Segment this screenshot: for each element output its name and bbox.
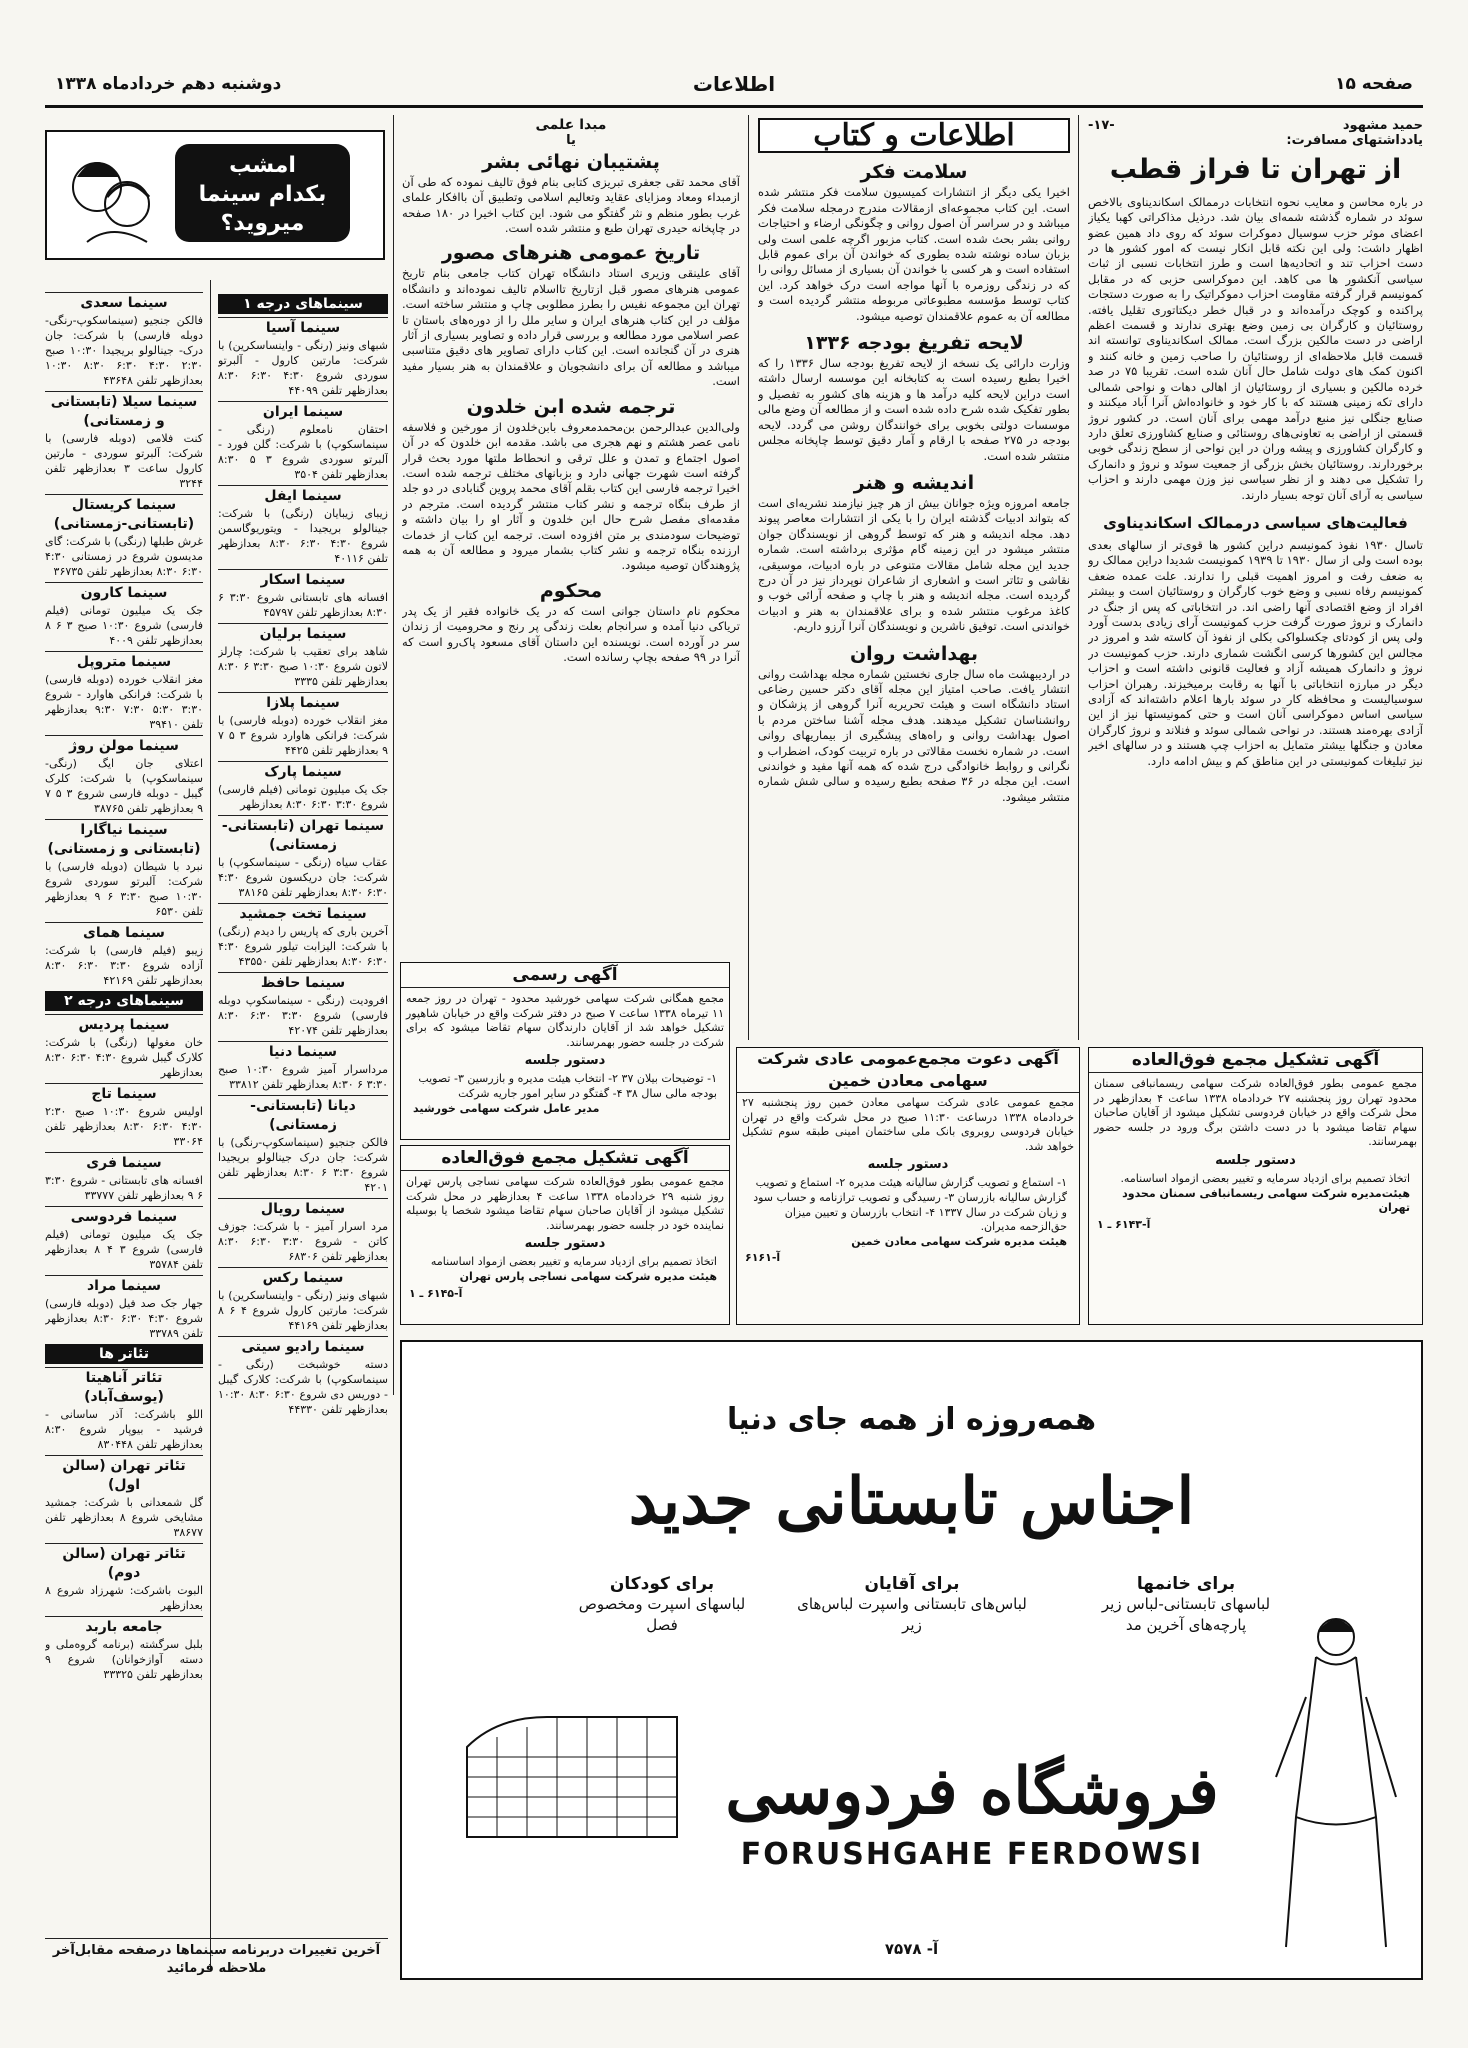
- agenda-text: ۱- استماع و تصویب گزارش سالیانه هیئت مدیره ۲- استماع و تصویب گزارش سالیانه بازرسان ۳- رسیدگی و تصویب ترازنامه و حساب سود و زیان شرکت در سال ۱۳۳۷ ۴- انتخاب بازرسان و تعیین میزان حق‌الزحمه مدیران.: [753, 1176, 1067, 1234]
- column-divider: [393, 115, 394, 1395]
- cinema-entry: [45, 819, 203, 919]
- cinema-details: افسانه های تابستانی - شروع ۳:۳۰ ۶ ۹ بعدازظهر تلفن ۳۳۷۷۷: [45, 1174, 203, 1202]
- cinema-entry: [45, 1344, 203, 1364]
- cinema-entry: [45, 1616, 203, 1682]
- sci-heading-3: ترجمه شده ابن خلدون: [466, 395, 676, 418]
- cinema-name: سینما فری: [45, 1152, 203, 1173]
- cinema-name: تئاتر تهران (سالن اول): [45, 1455, 203, 1495]
- series-name: یادداشتهای مسافرت:: [1286, 133, 1423, 149]
- cinema-details: آخرین باری که پاریس را دیدم (رنگی) با شرکت: الیزابت تیلور شروع ۴:۳۰ ۶:۳۰ ۸:۳۰ بعدازظهر تلفن ۴۳۵۵۰: [218, 925, 388, 968]
- part-number: -۱۷-: [1088, 118, 1115, 133]
- cinema-details: گل شمعدانی با شرکت: جمشید مشایخی شروع ۸ بعدازظهر تلفن ۳۸۶۷۷: [45, 1496, 203, 1539]
- kicker: مبدا علمی: [535, 118, 607, 133]
- cinema-entry: [218, 485, 388, 566]
- kids-text: لباسهای اسپرت ومخصوص فصل: [578, 1595, 746, 1634]
- cinema-name: سینما سیلا (تابستانی و زمستانی): [45, 391, 203, 431]
- kids-column: [572, 1574, 752, 1636]
- cinema-name: سینما تاج: [45, 1083, 203, 1104]
- cinema-details: نبرد با شیطان (دوبله فارسی) با شرکت: آلبرتو سوردی شروع ۱۰:۳۰ صبح ۳:۳۰ ۶ ۹ بعدازظهر تلفن ۶۵۳۰: [45, 860, 203, 918]
- newspaper-name: اطلاعات: [692, 72, 776, 96]
- cinema-details: زیبای زیبایان (رنگی) با شرکت: جینالولو بریجیدا - ویتوریوگاسمن شروع ۴:۳۰ ۶:۳۰ ۸:۳۰ بعدازظهر تلفن ۴۰۱۱۶: [218, 507, 388, 565]
- cinema-entry: [218, 1041, 388, 1092]
- store-brand-en: FORUSHGAHE FERDOWSI: [740, 1837, 1204, 1872]
- book-heading-4: بهداشت روان: [849, 642, 979, 665]
- cinema-entry: [218, 623, 388, 689]
- cinema-details: افسانه های تابستانی شروع ۳:۳۰ ۶ ۸:۳۰ بعدازظهر تلفن ۴۵۷۹۷: [218, 591, 388, 619]
- ad-body: مجمع عمومی بطور فوق‌العاده شرکت سهامی ریسمانبافی سمنان محدود تهران روز پنجشنبه ۲۷ خردادماه ۱۳۳۸ ساعت ۴ بعدازظهر در محل شرکت واقع در خیابان فردوسی تشکیل میشود از آقایان صاحبان سهام تقاضا میشود با در دست داشتن برگ ورود در جلسه حضور بهمرسانند.: [1094, 1077, 1417, 1149]
- cinema-name: سینما ایران: [218, 401, 388, 422]
- cinema-note: آخرین تغییرات دربرنامه سینماها درصفحه مقابل‌آخر ملاحظه فرمائید: [45, 1938, 388, 1978]
- cinema-name: سینما پلازا: [218, 692, 388, 713]
- cinema-entry: [45, 1543, 203, 1613]
- men-column: [792, 1574, 1032, 1636]
- ad-title: آگهی تشکیل مجمع فوق‌العاده: [1089, 1048, 1422, 1073]
- teaser-line: میروید؟: [220, 211, 305, 236]
- ad-body: مجمع همگانی شرکت سهامی خورشید محدود - تهران در روز جمعه ۱۱ تیرماه ۱۳۳۸ ساعت ۷ صبح در دفتر شرکت واقع در خیابان شاهپور تشکیل خواهد شد از آقایان دارندگان سهام تقاضا میشود که برای شرکت در جلسه حضور بهمرسانند.: [406, 992, 724, 1049]
- cinema-details: فالکن جنجیو (سینماسکوپ-رنگی-دوبله فارسی) با شرکت: جان درک- جینالولو بریجیدا ۱۰:۳۰ صبح ۲:۳۰ ۴:۳۰ ۶:۳۰ ۸:۳۰ ۱۰:۳۰ بعدازظهر تلفن ۴۳۶۴۸: [45, 314, 203, 387]
- cinema-details: مغز انقلاب خورده (دوبله فارسی) با شرکت: فرانکی هاوارد شروع ۳ ۵ ۷ ۹ بعدازظهر تلفن ۴۴۲۵: [218, 714, 388, 757]
- cinema-details: مرداسرار آمیز شروع ۱۰:۳۰ صبح ۳:۳۰ ۶ ۸:۳۰ بعدازظهر تلفن ۳۳۸۱۲: [218, 1063, 388, 1091]
- cinema-details: دسته خوشبخت (رنگی - سینماسکوپ) با شرکت: کلارک گیبل - دوریس دی شروع ۶:۳۰ ۸:۳۰ ۱۰:۳۰ بعدازظهر تلفن ۴۴۳۳۰: [218, 1358, 388, 1416]
- cinema-name: سینماهای درجه ۲: [45, 991, 203, 1011]
- cinema-name: سینما تخت جمشید: [218, 903, 388, 924]
- cinema-entry: [45, 391, 203, 491]
- cinema-details: مغز انقلاب خورده (دوبله فارسی) با شرکت: فرانکی هاوارد - شروع ۳:۳۰ ۵:۳۰ ۷:۳۰ ۹:۳۰ بعدازظهر تلفن ۳۹۴۱۰: [45, 673, 203, 731]
- cinema-entry: [218, 569, 388, 620]
- cinema-entry: [45, 922, 203, 988]
- book-heading-3: اندیشه و هنر: [853, 471, 975, 494]
- book-body-1: اخیرا یکی دیگر از انتشارات کمیسیون سلامت فکر منتشر شده است. این کتاب مجموعه‌ای ازمقالات مندرج درمجله سلامت فکر میباشد و در سراسر آن اصول روانی و چگونگی ارضاء و احتیاجات روانی بشر بحث شده است. کتاب مزبور اگرچه علمی است ولی بزبان ساده نوشته شده بطوری که خواندن آن برای عموم قابل استفاده است و هر کسی با خواندن آن بسیاری از مسائل روانی را که در زندگی روزمره با آنها مواجه است درک خواهد کرد. این کتاب توسط مؤسسه مطبوعاتی مربوطه منتشر گردیده است و مطالعه آن به عموم علاقمندان توصیه میشود.: [758, 185, 1070, 323]
- cinema-name: سینما پردیس: [45, 1014, 203, 1035]
- cinema-details: غرش طبلها (رنگی) با شرکت: گای مدیسون شروع در زمستانی ۴:۳۰ ۶:۳۰ ۸:۳۰ بعدازظهر تلفن ۳۶۷۳۵: [45, 535, 203, 578]
- kicker-2: یا: [566, 133, 576, 149]
- store-brand-fa: فروشگاه فردوسی: [725, 1754, 1219, 1829]
- cinema-name: سینما سعدی: [45, 292, 203, 313]
- page-header: [45, 70, 1423, 108]
- column-divider: [210, 280, 211, 1970]
- cinema-details: احتقان نامعلوم (رنگی - سینماسکوپ) با شرکت: گلن فورد - آلبرتو سوردی شروع ۳ ۵ ۸:۳۰ بعدازظهر تلفن ۳۵۰۴: [218, 423, 388, 481]
- cinema-name: سینما دنیا: [218, 1041, 388, 1062]
- sci-body-4: محکوم نام داستان جوانی است که در یک خانواده فقیر از یک پدر تریاکی دنیا آمده و سرانجام بعلت زندگی پر رنج و محرومیت از زندان سر در آورده است. نویسنده این داستان آقای مسعود پاک‌رو است که آنرا در ۹۹ صفحه بچاپ رسانده است.: [402, 603, 740, 664]
- cinema-entry: [45, 494, 203, 579]
- cinema-entry: [218, 1198, 388, 1264]
- book-body-4: در اردیبهشت ماه سال جاری نخستین شماره مجله بهداشت روانی انتشار یافت. صاحب امتیاز این مجله آقای دکتر حسین رضاعی استاد دانشگاه است و هیئت تحریریه آنرا گروهی از پزشکان و روانشناسان تشکیل میدهند. هدف مجله آشنا ساختن مردم با اصول بهداشت روانی و راه‌های پیشگیری از بیماریهای روانی است. در شماره نخست مقالاتی در باره تربیت کودک، اضطراب و نگرانی و روابط خانوادگی درج شده که همه آنها مفید و خواندنی است. این مجله در ۳۶ صفحه بطبع رسیده و سالی شش شماره منتشر میشود.: [758, 666, 1070, 804]
- ad-signature: هیئت‌مدیره شرکت سهامی ریسمانبافی سمنان محدود تهران: [1122, 1186, 1410, 1215]
- cinema-details: شبهای ونیز (رنگی - واینساسکرین) با شرکت: مارتین کارول - آلبرتو سوردی شروع ۴:۳۰ ۶:۳۰ ۸:۳۰ بعدازظهر تلفن ۴۴۰۹۹: [218, 339, 388, 397]
- teaser-bubble: [175, 144, 350, 242]
- article-body-2: تاسال ۱۹۳۰ نفوذ کمونیسم دراین کشور ها قوی‌تر از سالهای بعدی بوده است ولی از سال ۱۹۳۰ تا ۱۹۳۹ کمونیست شدیدا دراین ممالک رو به ضعف رفت و امروز اهمیت قبلی را ندارند. علت عمده ضعف کمونیسم رفاه نسبی و وضع خوب کارگران و روستائیان است و بیشتر افراد از وضع اقتصادی آنها راضی اند. در انتخاباتی که پس از جنگ در دانمارک و نروژ صورت گرفت حزب کمونیست آرای زیادی بدست آورد ولی پس از کودتای چکسلواکی بکلی از نفوذ آن کاسته شد و امروز در مجالس این کشورها کرسی انگشت شماری دارند. حزب کمونیست در نروژ و دانمارک همیشه آزاد و فعالیت قانونی داشته است و احزاب دیگر در مبارزه انتخاباتی با آنها به رقابت برمیخیزند. رهبران احزاب سوسیالیست و محافظه کار در سوئد بارها اعلام داشته‌اند که آزادی سیاسی اساس دموکراسی آنان است و حتی کمونیستها نیز از این آزادی بهره‌مند هستند. در نواحی شمالی سوئد و فنلاند و نروژ کارگران معادن و جنگلها بیشتر متمایل به احزاب چپ هستند و در سالهای اخیر نیز تبلیغات کمونیستی در این مناطق کم و بیش ادامه دارد.: [1088, 537, 1423, 768]
- cinema-details: خان مغولها (رنگی) با شرکت: کلارک گیبل شروع ۴:۳۰ ۶:۳۰ ۸:۳۰ بعدازظهر: [45, 1036, 203, 1079]
- ad-title: آگهی دعوت مجمع‌عمومی عادی شرکت: [757, 1049, 1059, 1068]
- legal-ad-3: [400, 962, 730, 1140]
- cinema-name: سینما آسیا: [218, 317, 388, 338]
- cinema-entry: [45, 1206, 203, 1272]
- ad-code: آ-۶۱۶۱: [745, 1251, 781, 1265]
- store-headline: اجناس تابستانی جدید: [628, 1464, 1195, 1539]
- sci-body-2: آقای علینقی وزیری استاد دانشگاه تهران کتاب جامعی بنام تاریخ عمومی هنرهای مصور قبل ازتاریخ تااسلام تالیف نموده‌اند و دانشگاه تهران این مجموعه نفیس را بطرز مطلوبی چاپ و منتشر ساخته است. مؤلف در این کتاب هنرهای ایران و سایر ملل را از دوره‌های باستان تا عصر اسلامی مورد مطالعه و بررسی قرار داده و تصاویر بسیاری از آثار هنری در آن گنجانده است. این کتاب دارای تصاویر های دقیق متناسبی میباشد و مطالعه آن برای دانشجویان و علاقمندان به هنر بسیار مفید است.: [402, 266, 740, 389]
- section-logo: اطلاعات و کتاب: [758, 118, 1070, 153]
- book-heading-2: لایحه تفریغ بودجه ۱۳۳۶: [804, 332, 1024, 355]
- cinema-details: جک یک میلیون تومانی (فیلم فارسی) شروع ۱۰:۳۰ صبح ۳ ۶ ۸ بعدازظهر تلفن ۴۰۰۹: [45, 604, 203, 647]
- cinema-details: فالکن جنجیو (سینماسکوپ-رنگی) با شرکت: جان درک جینالولو بریجیدا شروع ۳:۳۰ ۶ ۸:۳۰ بعدازظهر تلفن ۴۲۰۱: [218, 1136, 388, 1194]
- cinema-entry: [218, 1336, 388, 1417]
- page-number: صفحه ۱۵: [1335, 74, 1413, 94]
- cinema-entry: [45, 1083, 203, 1149]
- cinema-entry: [218, 815, 388, 900]
- cinema-name: سینما همای: [45, 922, 203, 943]
- cinema-details: جک یک میلیون تومانی (فیلم فارسی) شروع ۳ ۴ ۸ بعدازظهر تلفن ۳۵۷۸۴: [45, 1228, 203, 1271]
- cinema-details: البوت باشرکت: شهرزاد شروع ۸ بعدازظهر: [45, 1584, 203, 1612]
- ad-code: آ-۶۱۴۳ ـ ۱: [1097, 1217, 1151, 1231]
- teaser-line: امشب: [229, 153, 296, 178]
- ad-title: آگهی رسمی: [401, 963, 729, 988]
- cinema-name: سینما رادیو سیتی: [218, 1336, 388, 1357]
- women-text: لباسهای تابستانی-لباس زیر پارچه‌های آخرین مد: [1101, 1595, 1271, 1634]
- cinema-name: سینما رویال: [218, 1198, 388, 1219]
- cinema-name: سینما متروپل: [45, 651, 203, 672]
- cinema-details: عقاب سیاه (رنگی - سینماسکوپ) با شرکت: جان دریکسون شروع ۴:۳۰ ۶:۳۰ ۸:۳۰ بعدازظهر تلفن ۳۸۱۶۵: [218, 856, 388, 899]
- couple-illustration-icon: [57, 142, 167, 252]
- book-body-3: جامعه امروزه ویژه جوانان بیش از هر چیز نیازمند نشریه‌ای است که بتواند ادبیات گذشته ایران را با یکی از انتشارات معاصر پیوند دهد. مجله اندیشه و هنر که توسط گروهی از نویسندگان جوان منتشر میشود در این زمینه گام مؤثری برداشته است. شماره جدید این مجله شامل مقالات متنوعی در باره ادبیات، موسیقی، نقاشی و تئاتر است و اشعاری از شاعران نوپرداز نیز در آن درج گردیده است. مجله اندیشه و هنر با چاپ و صفحه آرائی خوب و کاغذ مرغوب منتشر شده و برای علاقمندان به هنر و ادبیات خواندنی است. توفیق ناشرین و نویسندگان آنرا آرزو داریم.: [758, 495, 1070, 634]
- cinema-entry: [45, 1152, 203, 1203]
- cinema-entry: [218, 401, 388, 482]
- cinema-details: جک یک میلیون تومانی (فیلم فارسی) شروع ۳:۳۰ ۶:۳۰ ۸:۳۰ بعدازظهر: [218, 783, 388, 811]
- cinema-entry: [218, 294, 388, 314]
- cinema-entry: [45, 651, 203, 732]
- cinema-name: سینما تهران (تابستانی-زمستانی): [218, 815, 388, 855]
- cinema-name: سینما فردوسی: [45, 1206, 203, 1227]
- cinema-details: افرودیت (رنگی - سینماسکوپ دوبله فارسی) شروع ۳:۳۰ ۶:۳۰ ۸:۳۰ بعدازظهر تلفن ۴۲۰۷۴: [218, 994, 388, 1037]
- cinema-name: سینما کریستال (تابستانی-زمستانی): [45, 494, 203, 534]
- cinema-details: شبهای ونیز (رنگی - واینساسکرین) با شرکت: مارتین کارول شروع ۴ ۶ ۸ بعدازظهر تلفن ۴۴۱۶۹: [218, 1289, 388, 1332]
- teaser-line: بکدام سینما: [198, 182, 327, 207]
- cinema-name: سینما مولن روژ: [45, 735, 203, 756]
- author: حمید مشهود: [1342, 118, 1423, 133]
- agenda-heading: دستور جلسه: [867, 1157, 949, 1173]
- cinema-listings-right: [45, 292, 203, 1972]
- sci-heading-2: تاریخ عمومی هنرهای مصور: [441, 242, 701, 265]
- ad-code: آ- ۷۵۷۸: [884, 1940, 939, 1958]
- store-advertisement: [400, 1340, 1423, 1980]
- cinema-name: سینما کارون: [45, 582, 203, 603]
- book-heading-1: سلامت فکر: [860, 161, 968, 184]
- cinema-name: سینما ایفل: [218, 485, 388, 506]
- cinema-details: جهار جک صد فیل (دوبله فارسی) شروع ۴:۳۰ ۶:۳۰ ۸:۳۰ بعدازظهر تلفن ۳۳۷۸۹: [45, 1297, 203, 1340]
- cinema-entry: [45, 1367, 203, 1452]
- ad-signature: هیئت مدیره شرکت سهامی معادن خمین: [851, 1234, 1067, 1248]
- women-title: برای خانمها: [1136, 1574, 1236, 1594]
- cinema-details: مرد اسرار آمیز - با شرکت: جوزف کاتن - شروع ۳:۳۰ ۶:۳۰ ۸:۳۰ بعدازظهر تلفن ۶۸۳۰۶: [218, 1220, 388, 1263]
- cinema-name: سینما رکس: [218, 1267, 388, 1288]
- men-text: لباس‌های تابستانی واسپرت لباس‌های زیر: [797, 1595, 1027, 1634]
- kids-title: برای کودکان: [609, 1574, 715, 1594]
- cinema-details: اللو باشرکت: آذر ساسانی - فرشید - بیوپار شروع ۸:۳۰ بعدازظهر تلفن ۸۳۰۴۴۸: [45, 1408, 203, 1451]
- cinema-name: سینما اسکار: [218, 569, 388, 590]
- cinema-listings-left: [218, 292, 388, 1932]
- cinema-name: جامعه باربد: [45, 1616, 203, 1637]
- cinema-entry: [45, 1275, 203, 1341]
- cinema-entry: [218, 317, 388, 398]
- cinema-entry: [45, 582, 203, 648]
- cinema-name: سینما حافظ: [218, 972, 388, 993]
- ad-body: مجمع عمومی عادی شرکت سهامی معادن خمین روز پنجشنبه ۲۷ خردادماه ۱۳۳۸ درساعت ۱۱:۳۰ صبح در محل شرکت واقع در تهران خیابان فردوسی روبروی بانک ملی ساختمان امینی طبقه سوم تشکیل خواهد شد.: [742, 1096, 1074, 1153]
- agenda-text: ۱- توضیحات بیلان ۳۷ ۲- انتخاب هیئت مدیره و بازرسین ۳- تصویب بودجه مالی سال ۳۸ ۴- گفتگو در سایر امور جاریه شرکت: [418, 1072, 717, 1100]
- cinema-name: تئاتر تهران (سالن دوم): [45, 1543, 203, 1583]
- cinema-name: سینما برلیان: [218, 623, 388, 644]
- store-building-icon: [457, 1697, 687, 1847]
- cinema-entry: [45, 292, 203, 388]
- cinema-entry: [218, 972, 388, 1038]
- ad-title: آگهی تشکیل مجمع فوق‌العاده: [401, 1146, 729, 1171]
- cinema-entry: [218, 1095, 388, 1195]
- agenda-heading: دستور جلسه: [524, 1053, 606, 1069]
- issue-date: دوشنبه دهم خردادماه ۱۳۳۸: [55, 74, 282, 94]
- cinema-name: سینما مراد: [45, 1275, 203, 1296]
- ad-title-2: سهامی معادن خمین: [737, 1070, 1079, 1093]
- agenda-heading: دستور جلسه: [1215, 1152, 1296, 1168]
- sci-body-3: ولی‌الدین عبدالرحمن بن‌محمدمعروف بابن‌خلدون از مورخین و فلاسفه نامی عصر هشتم و نهم هجری می باشد. مقدمه ابن خلدون که در آن اصول اجتماع و تمدن و علل ترقی و انحطاط ملتها مورد بحث قرار گرفته است شهرت جهانی دارد و بزبانهای مختلف ترجمه شده است. اخیرا ترجمه فارسی این کتاب بقلم آقای محمد پروین گنابادی در دو جلد از طرف بنگاه ترجمه و نشر کتاب منتشر گردیده است. مترجم در مقدمه‌ای مفصل شرح حال ابن خلدون و آثار او را بیان داشته و توضیحات سودمندی بر متن افزوده است. ترجمه این کتاب از خدمات ارزنده بنگاه ترجمه و نشر کتاب بشمار میرود و مطالعه آن به همه پژوهندگان توصیه میشود.: [402, 419, 740, 573]
- ad-code: آ-۶۱۴۵ ـ ۱: [409, 1286, 463, 1300]
- woman-figure-icon: [1256, 1577, 1406, 1957]
- cinema-details: بلبل سرگشته (برنامه گروه‌ملی و دسته آوازخوانان) شروع ۹ بعدازظهر تلفن ۳۳۳۲۵: [45, 1638, 203, 1681]
- legal-ad-2: [736, 1047, 1080, 1325]
- column-divider: [1078, 115, 1079, 1040]
- cinema-entry: [218, 692, 388, 758]
- cinema-name: سینما پارک: [218, 761, 388, 782]
- article-subheading: فعالیت‌های سیاسی درممالک اسکاندیناوی: [1103, 513, 1408, 532]
- cinema-name: دیانا (تابستانی-زمستانی): [218, 1095, 388, 1135]
- legal-ad-1: [1088, 1047, 1423, 1325]
- sci-heading-1: پشتیبان نهائی بشر: [482, 150, 660, 173]
- cinema-details: کنت فلامی (دوبله فارسی) با شرکت: آلبرتو سوردی - مارتین کارول ساعت ۳ بعدازظهر تلفن ۳۲۴۴: [45, 432, 203, 490]
- cinema-details: اولیس شروع ۱۰:۳۰ صبح ۲:۳۰ ۴:۳۰ ۶:۳۰ ۸:۳۰ بعدازظهر تلفن ۳۳۰۶۴: [45, 1105, 203, 1148]
- cinema-entry: [218, 761, 388, 812]
- cinema-name: سینماهای درجه ۱: [218, 294, 388, 314]
- cinema-entry: [45, 991, 203, 1011]
- cinema-entry: [45, 1014, 203, 1080]
- column-divider: [748, 115, 749, 1040]
- sci-heading-4: محکوم: [539, 579, 603, 602]
- article-body: در باره محاسن و معایب نحوه انتخابات درممالک اسکاندیناوی بالاخص سوئد در شماره گذشته شمه‌ای بیان شد. درذیل مذاکراتی کهبا یکیاز اعضای موثر حزب سوسیال دموکرات سوئد که روی داد همین عضو اظهار داشت: ولی این نکته قابل انکار نیست که امور کشور ها در دست احزاب تند و اتحادیه‌ها است و طرز انتخابات نسبی از ثبات سیاسی آنکشور ها می کاهد. این دموکراسی حزبی که در مقابل کمونیسم قرار گرفته مقاومت احزاب دموکراتیک را به صورت دستجات پراکنده و کوچک درآمده‌اند و در قبال خطر دیکتاتوری تقلیل یافته. روستائیان و کارگران بی زمین وضع بهتری ندارند و قسمت اعظم اراضی در دست مالکین بزرگ است. ممالک اسکاندیناوی توانسته اند قسمت قابل ملاحظه‌ای از روستائیان را صاحب زمین و خانه کنند و اکنون کمک های دولت شامل حال آنان شده است. تقریبا ۷۵ در صد خرده مالکین و بسیاری از روستائیان از اهالی دهات و نواحی شمالی دارای تکه زمینی هستند که با کار خود و خانواده‌اش آنرا آباد میکنند و صنایع جنگلی نیز منبع درآمد مهمی برای آنان است. در کشور نروژ قسمتی از اراضی به تعاونی‌های روستائی و صنایع کشاورزی تعلق دارد و کارگران کشاورزی و پیشه وران در این نواحی از سطح زندگی خوبی برخوردارند. روستائیان بخش بزرگی از جمعیت سوئد و نروژ و دانمارک را تشکیل می دهند و از نظر سیاسی نیز وزن مهمی دارند و احزاب سیاسی به آرای آنان توجه بسیار دارند.: [1088, 194, 1423, 502]
- science-section: [402, 118, 740, 963]
- cinema-entry: [218, 1267, 388, 1333]
- agenda-text: اتخاذ تصمیم برای ازدیاد سرمایه و تغییر بعضی ازمواد اساسنامه: [430, 1255, 717, 1269]
- cinema-teaser-ad: [45, 130, 385, 260]
- agenda-text: اتخاذ تصمیم برای ازدیاد سرمایه و تغییر بعضی ازمواد اساسنامه.: [1120, 1171, 1410, 1185]
- legal-ad-4: [400, 1145, 730, 1325]
- book-body-2: وزارت دارائی یک نسخه از لایحه تفریغ بودجه سال ۱۳۳۶ را که اخیرا بطبع رسیده است به کتابخانه این موسسه ارسال داشته است دراین لایحه کلیه درآمد ها و هزینه های کشور به تفصیل و بطور تفکیک شده شرح داده شده است و از مطالعه آن وضع مالی موسسات دولتی بخوبی برای خوانندگان روشن می گردد. لایحه بودجه در ۲۷۵ صفحه با ارقام و آمار دقیق توسط چاپخانه مجلس منتشر شده است.: [758, 356, 1070, 463]
- book-section: [758, 118, 1070, 1033]
- cinema-details: زیبو (فیلم فارسی) با شرکت: آزاده شروع ۳:۳۰ ۶:۳۰ ۸:۳۰ بعدازظهر تلفن ۴۲۱۶۹: [45, 944, 203, 987]
- cinema-entry: [45, 1455, 203, 1540]
- ad-signature: هیئت مدیره شرکت سهامی نساجی پارس تهران: [459, 1269, 717, 1283]
- men-title: برای آقایان: [864, 1574, 960, 1594]
- article-title: از تهران تا فراز قطب: [1109, 153, 1402, 185]
- cinema-entry: [218, 903, 388, 969]
- cinema-details: شاهد برای تعقیب با شرکت: چارلز لاتون شروع ۱۰:۳۰ صبح ۳:۳۰ ۶ ۸:۳۰ بعدازظهر تلفن ۳۳۳۵: [218, 645, 388, 688]
- ad-body: مجمع عمومی بطور فوق‌العاده شرکت سهامی نساجی پارس تهران روز شنبه ۲۹ خردادماه ۱۳۳۸ ساعت ۴ بعدازظهر در محل شرکت تشکیل میشود از آقایان صاحبان سهام تقاضا میشود شخصا یا بوسیله نماینده خود در جلسه حضور بهمرسانند.: [406, 1175, 724, 1232]
- cinema-details: اعتلای جان ایگ (رنگی-سینماسکوپ) با شرکت: کلرک گیبل - دوبله فارسی شروع ۳ ۵ ۷ ۹ بعدازظهر تلفن ۳۸۷۶۵: [45, 757, 203, 815]
- travel-article: [1088, 118, 1423, 1048]
- ad-signature: مدیر عامل شرکت سهامی خورشید: [413, 1101, 600, 1115]
- store-kicker: همه‌روزه از همه جای دنیا: [727, 1402, 1096, 1437]
- agenda-heading: دستور جلسه: [524, 1236, 606, 1252]
- sci-body-1: آقای محمد تقی جعفری تبریزی کتابی بنام فوق تالیف نموده که طی آن ازمبداء ومعاد ومزایای عقاید وتعالیم اسلامی وتطبیق آن باافکار علمای غرب بطور منظم و نثر گفتگو می شود. این کتاب اخیرا در ۱۸۰ صفحه در چاپخانه حیدری تهران طبع و منتشر شده است.: [402, 174, 740, 236]
- cinema-name: سینما نیاگارا (تابستانی و زمستانی): [45, 819, 203, 859]
- cinema-name: تئاتر ها: [45, 1344, 203, 1364]
- cinema-entry: [45, 735, 203, 816]
- cinema-name: تئاتر آناهیتا (یوسف‌آباد): [45, 1367, 203, 1407]
